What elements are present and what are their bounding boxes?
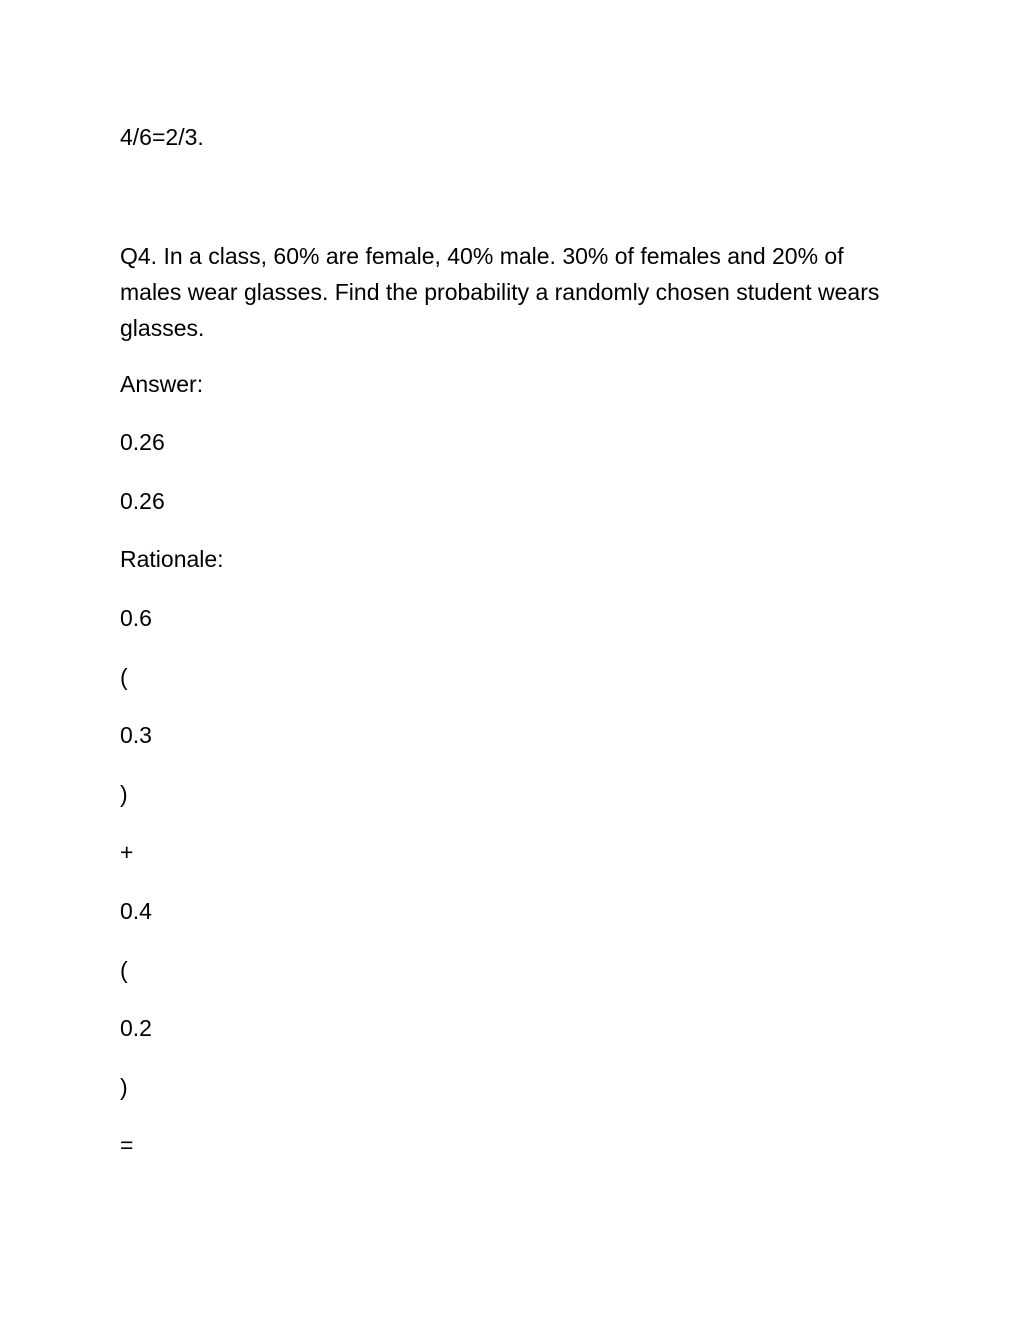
rationale-line: 0.2	[120, 1015, 152, 1041]
previous-answer-tail: 4/6=2/3.	[120, 124, 204, 150]
rationale-line: 0.3	[120, 722, 152, 748]
question-text: Q4. In a class, 60% are female, 40% male. 30% of females and 20% of males wear glasses. Find the probability a randomly chosen student wears glasses.	[120, 243, 880, 341]
rationale-line: )	[120, 781, 128, 807]
rationale-line: )	[120, 1074, 128, 1100]
answer-label: Answer:	[120, 371, 204, 397]
rationale-line: =	[120, 1132, 134, 1158]
rationale-line: 0.4	[120, 898, 152, 924]
answer-line: 0.26	[120, 488, 165, 514]
rationale-line: 0.6	[120, 605, 152, 631]
answer-line: 0.26	[120, 429, 165, 455]
rationale-line: (	[120, 957, 128, 983]
rationale-line: +	[120, 839, 134, 865]
rationale-line: (	[120, 664, 128, 690]
rationale-label: Rationale:	[120, 546, 224, 572]
